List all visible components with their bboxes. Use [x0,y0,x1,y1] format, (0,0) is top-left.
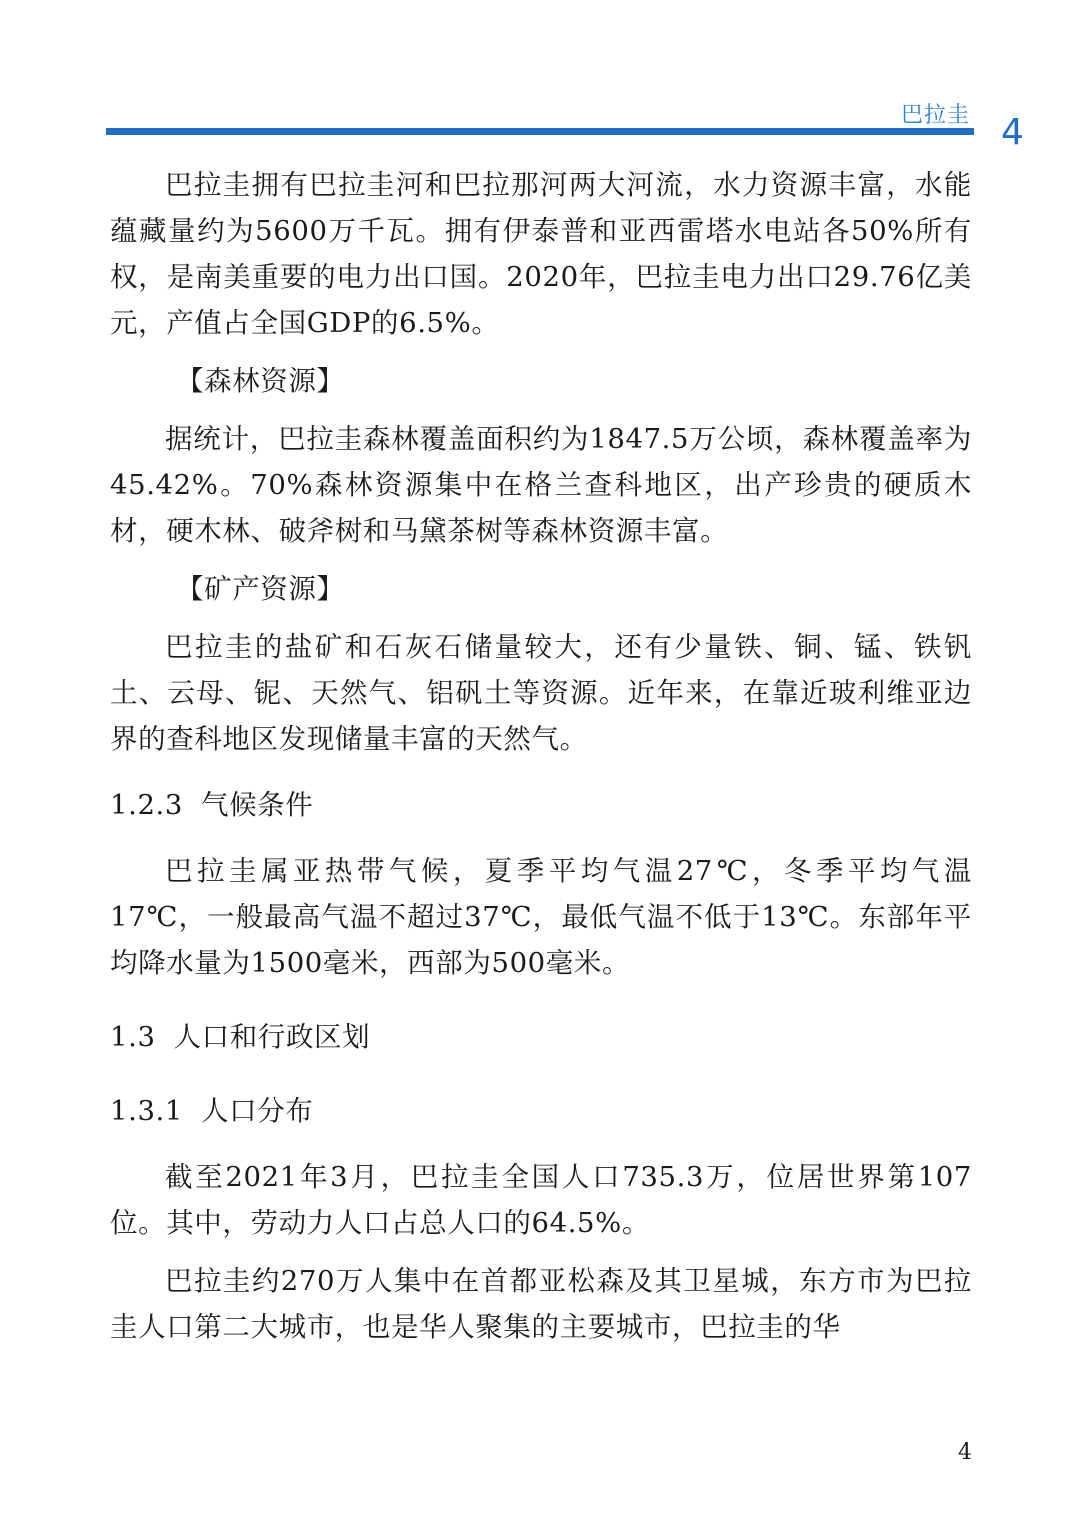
section-title: 人口和行政区划 [173,1021,371,1053]
page-number: 4 [958,1440,972,1465]
paragraph-forest-resources: 据统计，巴拉圭森林覆盖面积约为1847.5万公顷，森林覆盖率为45.42%。70%森林资源集中在格兰查科地区，出产珍贵的硬质木材，硬木林、破斧树和马黛茶树等森林资源丰富。 [110,423,972,547]
paragraph-population: 截至2021年3月，巴拉圭全国人口735.3万，位居世界第107位。其中，劳动力人口占总人口的64.5%。 [110,1161,972,1239]
chapter-number: 4 [1001,112,1024,153]
section-heading-1-3-1 [110,1088,972,1134]
section-title: 人口分布 [200,1095,314,1127]
section-title: 气候条件 [200,789,314,821]
heading-forest-resources: 【森林资源】 [176,365,345,397]
header-rule [106,128,974,135]
section-heading-1-2-3 [110,782,972,828]
section-number: 1.3 [110,1021,156,1053]
heading-mineral-resources: 【矿产资源】 [176,573,345,605]
running-header-title: 巴拉圭 [900,103,970,128]
paragraph-climate: 巴拉圭属亚热带气候，夏季平均气温27℃，冬季平均气温17℃，一般最高气温不超过37℃，最低气温不低于13℃。东部年平均降水量为1500毫米，西部为500毫米。 [110,855,972,979]
section-number: 1.2.3 [110,789,183,821]
paragraph-hydro-resources: 巴拉圭拥有巴拉圭河和巴拉那河两大河流，水力资源丰富，水能蕴藏量约为5600万千瓦。拥有伊泰普和亚西雷塔水电站各50%所有权，是南美重要的电力出口国。2020年，巴拉圭电力出口29.76亿美元，产值占全国GDP的6.5%。 [110,169,972,339]
section-number: 1.3.1 [110,1095,183,1127]
paragraph-cities: 巴拉圭约270万人集中在首都亚松森及其卫星城，东方市为巴拉圭人口第二大城市，也是华人聚集的主要城市，巴拉圭的华 [110,1265,972,1343]
section-heading-1-3 [110,1014,972,1060]
paragraph-mineral-resources: 巴拉圭的盐矿和石灰石储量较大，还有少量铁、铜、锰、铁钒土、云母、铌、天然气、铝矾土等资源。近年来，在靠近玻利维亚边界的查科地区发现储量丰富的天然气。 [110,631,972,755]
page-content [110,162,972,1350]
